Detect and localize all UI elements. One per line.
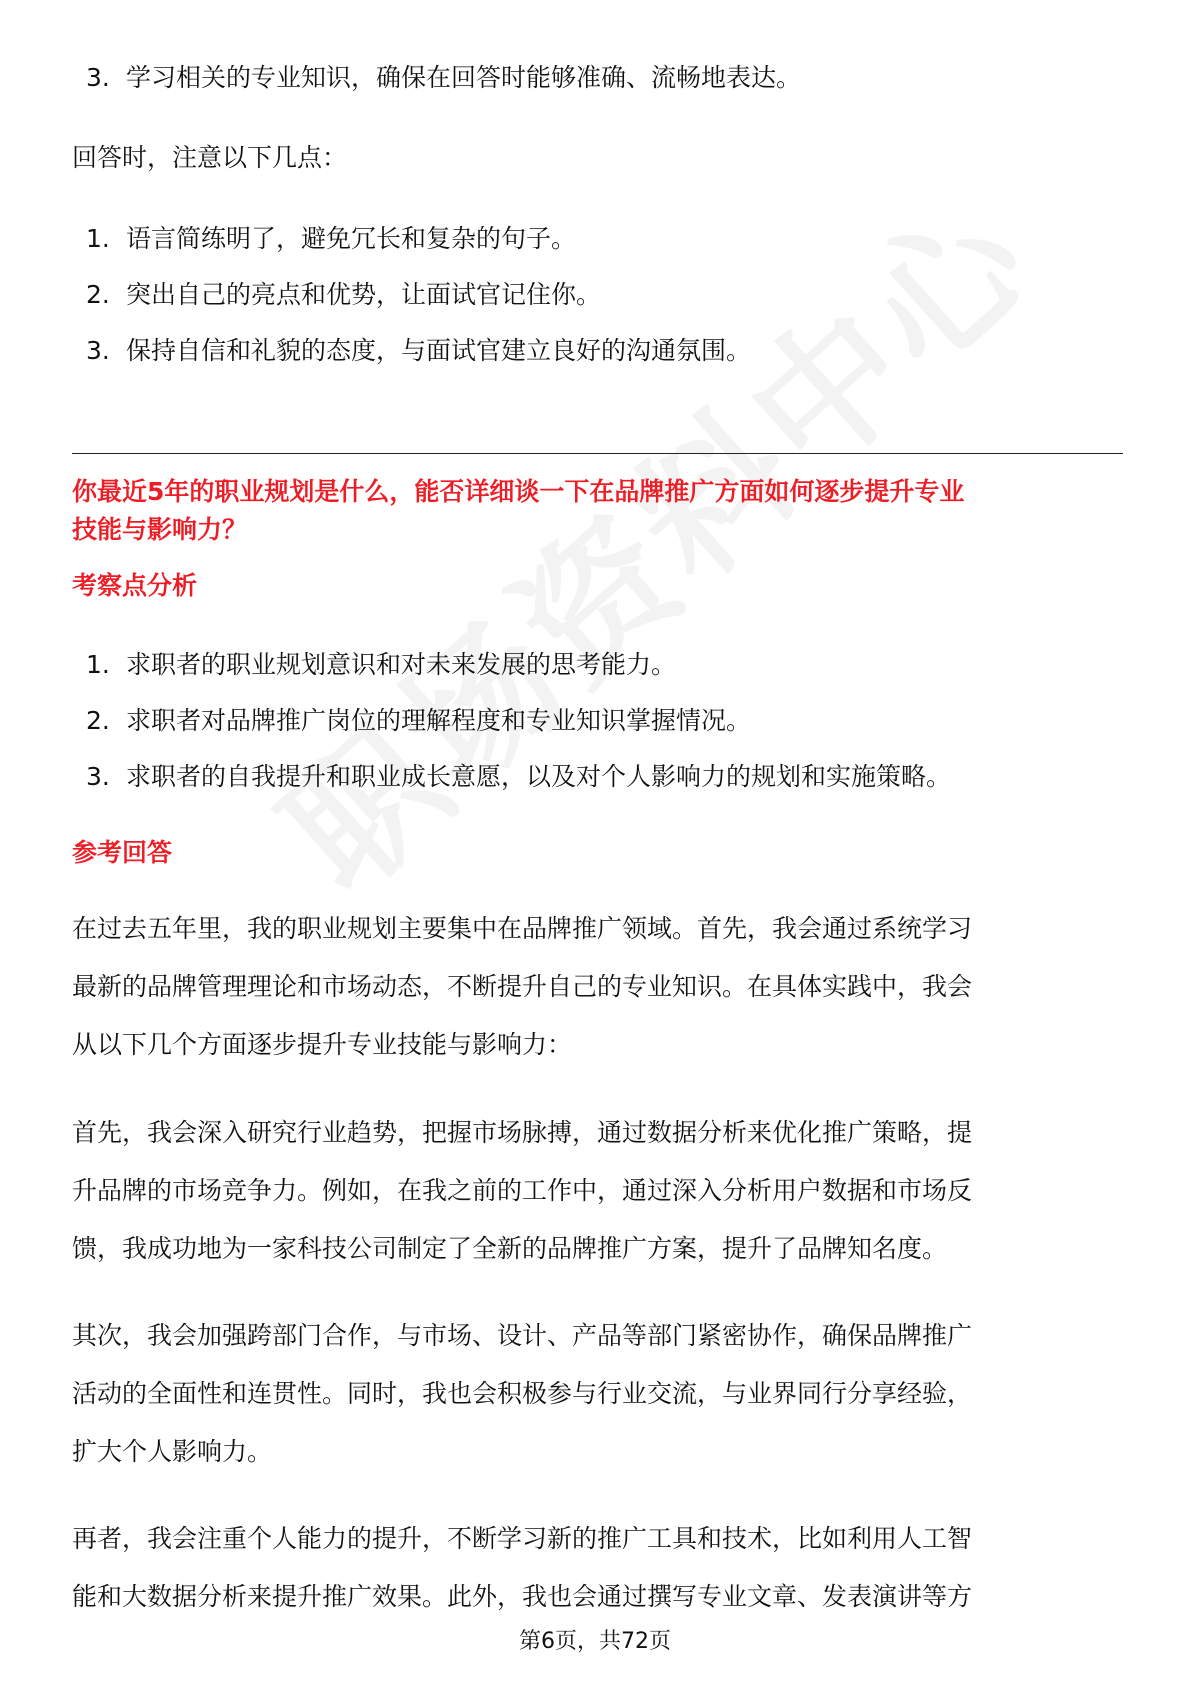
list-number: 2. (86, 280, 110, 309)
list-item (86, 280, 601, 310)
list-text: 求职者的自我提升和职业成长意愿，以及对个人影响力的规划和实施策略。 (126, 762, 952, 791)
page-number: 第6页，共72页 (519, 1629, 671, 1654)
answer-p3-line-3: 扩大个人影响力。 (72, 1437, 273, 1466)
question-title-line-1: 你最近5年的职业规划是什么，能否详细谈一下在品牌推广方面如何逐步提升专业 (72, 477, 965, 506)
list-text: 求职者的职业规划意识和对未来发展的思考能力。 (126, 650, 677, 679)
answer-p1-line-1: 在过去五年里，我的职业规划主要集中在品牌推广领域。首先，我会通过系统学习 (72, 914, 973, 943)
section-divider (72, 453, 1123, 454)
list-item (86, 224, 576, 254)
list-item (86, 706, 751, 736)
answer-p3-line-1: 其次，我会加强跨部门合作，与市场、设计、产品等部门紧密协作，确保品牌推广 (72, 1321, 973, 1350)
list-item (86, 336, 751, 366)
analysis-heading: 考察点分析 (72, 571, 198, 600)
list-text: 语言简练明了，避免冗长和复杂的句子。 (126, 224, 577, 253)
list-number: 1. (86, 224, 110, 253)
list-item (86, 762, 951, 792)
answer-p3-line-2: 活动的全面性和连贯性。同时，我也会积极参与行业交流，与业界同行分享经验， (72, 1379, 973, 1408)
list-item (86, 650, 676, 680)
list-number: 3. (86, 63, 110, 92)
question-title-line-2: 技能与影响力？ (72, 515, 248, 544)
list-number: 3. (86, 336, 110, 365)
list-number: 2. (86, 706, 110, 735)
answer-p2-line-2: 升品牌的市场竞争力。例如，在我之前的工作中，通过深入分析用户数据和市场反 (72, 1176, 973, 1205)
list-text: 突出自己的亮点和优势，让面试官记住你。 (126, 280, 602, 309)
notes-intro: 回答时，注意以下几点： (72, 143, 348, 172)
answer-p1-line-3: 从以下几个方面逐步提升专业技能与影响力： (72, 1030, 573, 1059)
answer-p2-line-1: 首先，我会深入研究行业趋势，把握市场脉搏，通过数据分析来优化推广策略，提 (72, 1118, 973, 1147)
list-text: 保持自信和礼貌的态度，与面试官建立良好的沟通氛围。 (126, 336, 752, 365)
answer-p2-line-3: 馈，我成功地为一家科技公司制定了全新的品牌推广方案，提升了品牌知名度。 (72, 1234, 948, 1263)
answer-p1-line-2: 最新的品牌管理理论和市场动态，不断提升自己的专业知识。在具体实践中，我会 (72, 972, 973, 1001)
answer-p4-line-2: 能和大数据分析来提升推广效果。此外，我也会通过撰写专业文章、发表演讲等方 (72, 1582, 973, 1611)
list-number: 1. (86, 650, 110, 679)
list-item (86, 63, 801, 93)
list-text: 求职者对品牌推广岗位的理解程度和专业知识掌握情况。 (126, 706, 752, 735)
answer-heading: 参考回答 (72, 838, 173, 867)
answer-p4-line-1: 再者，我会注重个人能力的提升，不断学习新的推广工具和技术，比如利用人工智 (72, 1524, 973, 1553)
list-text: 学习相关的专业知识，确保在回答时能够准确、流畅地表达。 (126, 63, 802, 92)
list-number: 3. (86, 762, 110, 791)
